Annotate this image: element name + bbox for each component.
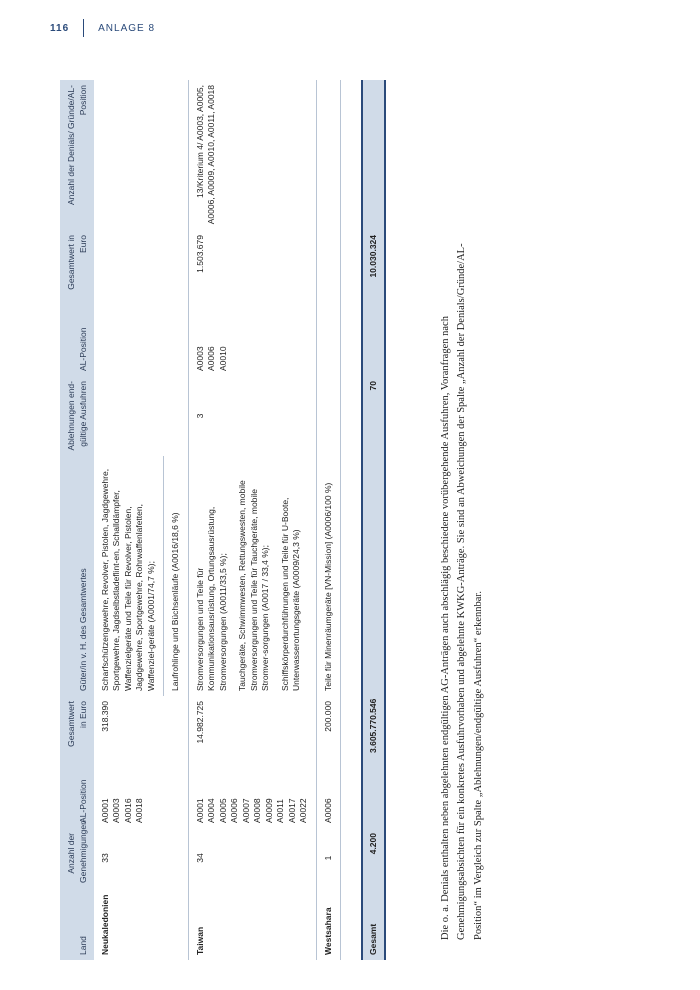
total-abl: 70 <box>362 376 385 456</box>
total-row <box>362 80 385 960</box>
total-empty <box>362 300 385 376</box>
cell-abl-wert <box>316 230 340 300</box>
cell-land: Westsahara <box>316 888 340 960</box>
total-empty <box>362 456 385 696</box>
section-title: ANLAGE 8 <box>98 22 156 34</box>
col-denials: Anzahl der Denials/ Gründe/AL-Position <box>60 80 94 230</box>
gueter-text: Schiffskörperdurchführungen und Teile für U-Boote, Unterwasserortungsgeräte (A0009/24,3 %) <box>279 497 302 691</box>
cell-wert: 200.000 <box>316 696 340 758</box>
cell-land: Taiwan <box>188 888 316 960</box>
cell-wert: 318.390 <box>94 696 188 758</box>
total-label: Gesamt <box>362 888 385 960</box>
cell-abl-wert: 1.503.679 <box>188 230 316 300</box>
cell-abl <box>94 376 188 456</box>
cell-abl-al <box>94 300 188 376</box>
col-al-position: AL-Position <box>60 758 94 828</box>
col-abl-gesamtwert: Gesamtwert in Euro <box>60 230 94 300</box>
table-row <box>94 80 188 960</box>
rotated-table-container <box>60 80 480 960</box>
total-empty <box>362 80 385 230</box>
col-ablehnungen: Ablehnungen end-gültige Ausfuhren <box>60 376 94 456</box>
cell-al: A0001 A0004 A0005 A0006 A0007 A0008 A0009 A0011 A0017 A0022 <box>188 758 316 828</box>
cell-denials: 13/Kriterium 4/ A0003, A0005, A0006, A0009, A0010, A0011, A0018 <box>188 80 316 230</box>
col-gesamtwert: Gesamtwert in Euro <box>60 696 94 758</box>
total-abl-wert: 10.030.324 <box>362 230 385 300</box>
page-number: 116 <box>50 22 70 34</box>
total-empty <box>362 758 385 828</box>
cell-al: A0001 A0003 A0016 A0018 <box>94 758 188 828</box>
cell-anzahl: 1 <box>316 828 340 888</box>
table-header-row <box>60 80 94 960</box>
cell-denials <box>94 80 188 230</box>
cell-anzahl: 33 <box>94 828 188 888</box>
spacer-row <box>340 80 362 960</box>
gueter-text: Laufrohlinge und Büchsenläufe (A0016/18,6 %) <box>163 456 181 696</box>
cell-abl <box>316 376 340 456</box>
cell-abl: 3 <box>188 376 316 456</box>
page-header <box>50 18 155 38</box>
spacer-cell <box>340 80 362 960</box>
gueter-text: Stromversorgungen und Teile für Kommunikationsausrüstung, Ortungsausrüstung, Stromversorgungen (A0011/33,5 %); <box>194 506 228 691</box>
cell-wert: 14.982.725 <box>188 696 316 758</box>
cell-denials <box>316 80 340 230</box>
col-gueter: Güter/in v. H. des Gesamtwertes <box>60 456 94 696</box>
table-row <box>316 80 340 960</box>
cell-gueter: Teile für Minenräumgeräte [VN-Mission] (A0006/100 %) <box>316 456 340 696</box>
footnote: Die o. a. Denials enthalten neben abgelehnten endgültigen AG-Anträgen auch abschlägig beschiedene vorübergehende Ausfuhren, Voranfragen nach Genehmigungsabsichten für ein konkretes Ausfuhrvorhaben und abgelehnte KWKG-Anträge. Sie sind an Abweichungen der Spalte „Anzahl der Denials/Gründe/AL-Position“ im Vergleich zur Spalte „Ablehnungen/endgültige Ausfuhren“ erkennbar. <box>440 243 484 940</box>
cell-gueter <box>188 456 316 696</box>
cell-anzahl: 34 <box>188 828 316 888</box>
cell-abl-wert <box>94 230 188 300</box>
total-wert: 3.605.770.546 <box>362 696 385 758</box>
cell-land: Neukaledonien <box>94 888 188 960</box>
total-anzahl: 4.200 <box>362 828 385 888</box>
gueter-text: Tauchgeräte, Schwimmwesten, Rettungswesten, mobile Stromversorgungen und Teile für Tauchgeräte, mobile Stromver-sorgungen (A0017 / 33,4 %); <box>237 480 271 691</box>
table-row <box>188 80 316 960</box>
cell-abl-al <box>316 300 340 376</box>
export-table <box>60 80 386 960</box>
gueter-text: Scharfschützengewehre, Revolver, Pistolen, Jagdgewehre, Sportgewehre, Jagdselbstladeflint-en, Schalldämpfer, Waffenzielgeräte und Teile für Revolver, Pistolen, Jagdgewehre, Sportgewehre, Rohrwaffenlafetten, Waffenziel-geräte (A0001/74,7 %); <box>100 468 156 691</box>
col-abl-al-position: AL-Position <box>60 300 94 376</box>
col-anzahl: Anzahl der Genehmigungen <box>60 828 94 888</box>
header-divider <box>83 19 84 37</box>
cell-gueter <box>94 456 188 696</box>
cell-abl-al: A0003 A0006 A0010 <box>188 300 316 376</box>
col-land: Land <box>60 888 94 960</box>
cell-al: A0006 <box>316 758 340 828</box>
